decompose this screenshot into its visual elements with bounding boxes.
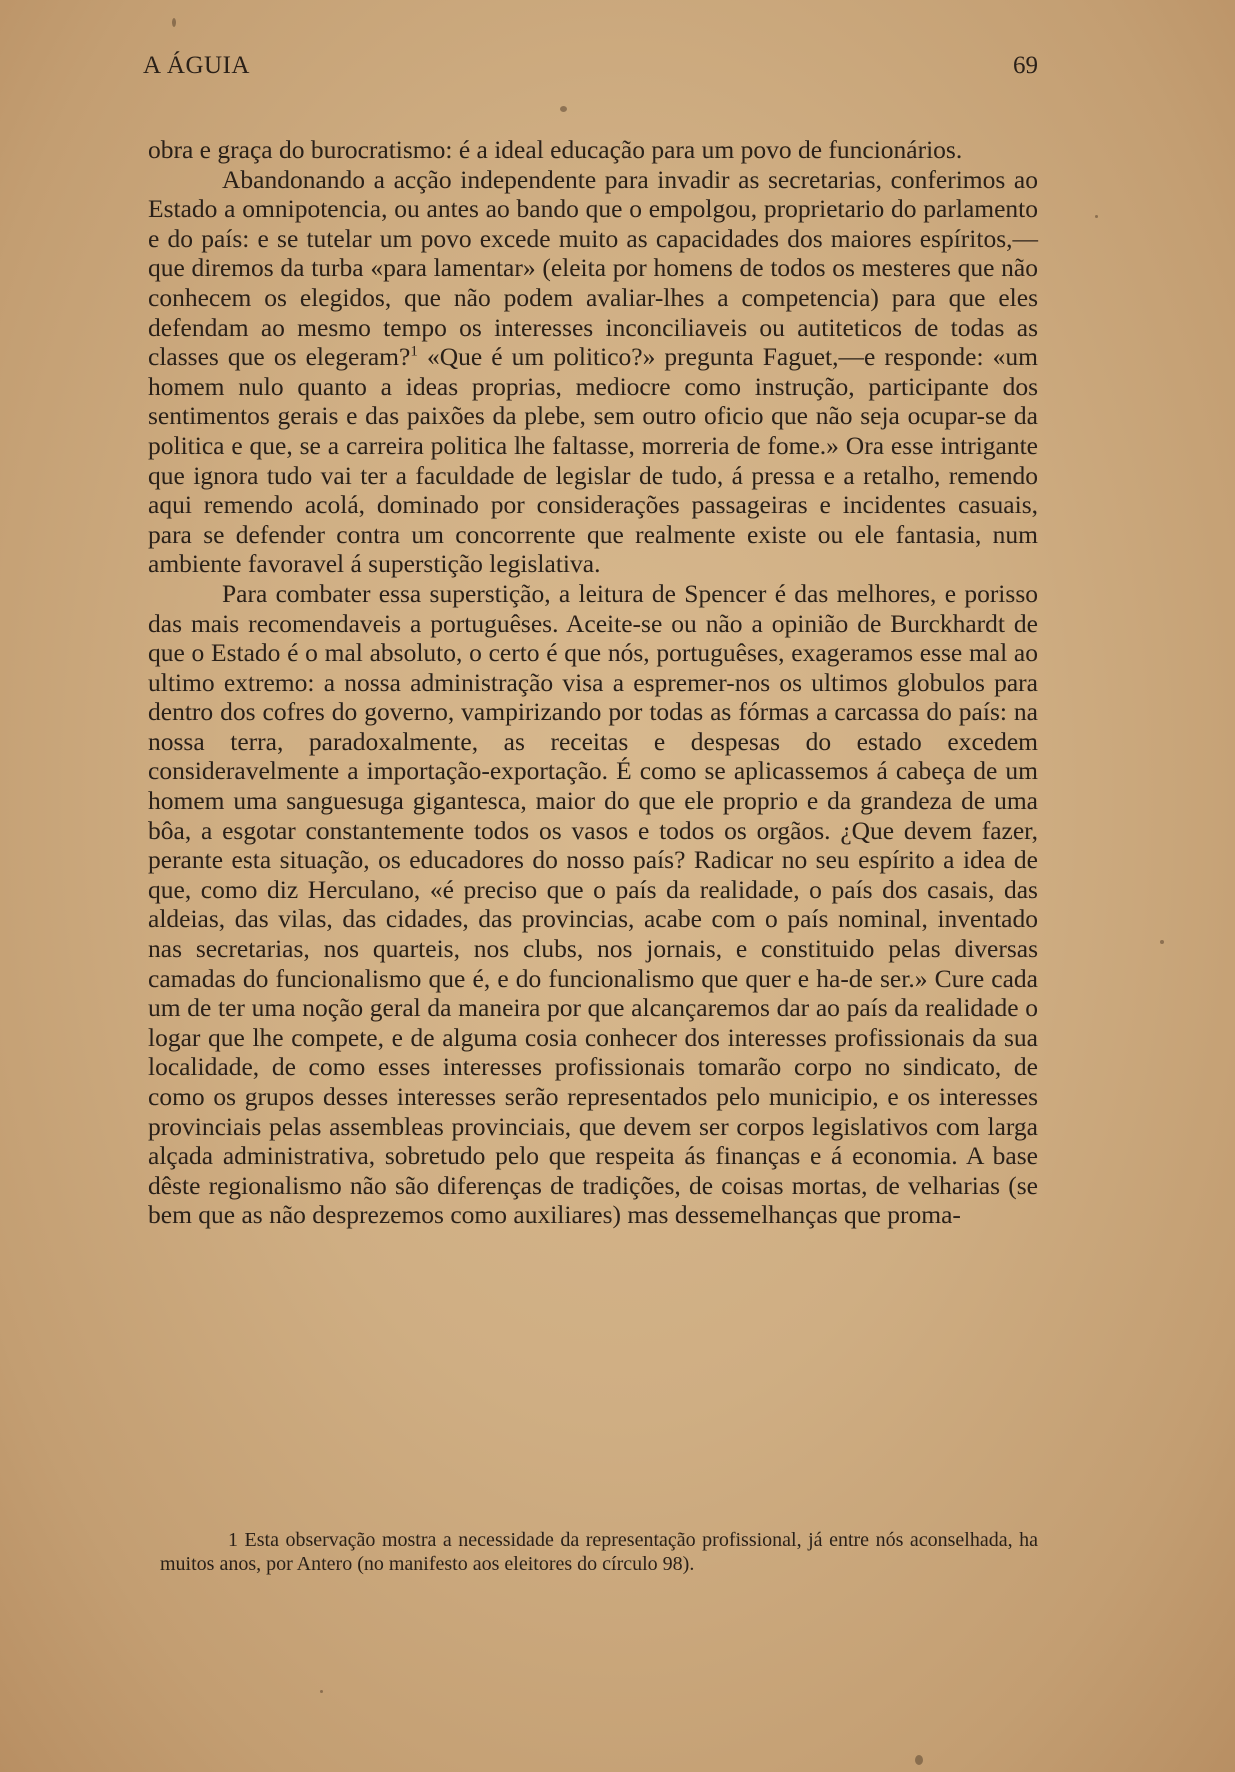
- page-number: 69: [1013, 52, 1038, 79]
- paragraph-1: obra e graça do burocratismo: é a ideal educação para um povo de funcionários.: [148, 135, 963, 164]
- paper-speck: [1095, 215, 1098, 218]
- footnote-reference: 1: [410, 343, 418, 360]
- paragraph-2-text-b: «Que é um politico?» pregunta Faguet,—e responde: «um homem nulo quanto a ideas proprias, mediocre como instrução, participante dos sentimentos gerais e das paixões da plebe, sem outro oficio que não seja ocupar-se da politica e que, se a carreira politica lhe faltasse, morreria de fome.» Ora esse intrigante que ignora tudo vai ter a faculdade de legislar de tudo, á pressa e a retalho, remendo aqui remendo acolá, dominado por considerações passageiras e incidentes casuais, para se defender contra um concorrente que realmente existe ou ele fantasia, num ambiente favoravel á superstição legislativa.: [148, 342, 1038, 579]
- paper-speck: [172, 18, 176, 27]
- paragraph-2-text-a: Abandonando a acção independente para invadir as secretarias, conferimos ao Estado a omnipotencia, ou antes ao bando que o empolgou, proprietario do parlamento e do país: e se tutelar um povo excede muito as capacidades dos maiores espíritos,—que diremos da turba «para lamentar» (eleita por homens de todos os mesteres que não conhecem os elegidos, que não podem avaliar-lhes a competencia) para que eles defendam ao mesmo tempo os interesses inconciliaveis ou autiteticos de todas as classes que os elegeram?: [148, 164, 1038, 372]
- footnote-marker: 1: [228, 1529, 238, 1551]
- paragraph-2: [148, 165, 1038, 579]
- body-text: [148, 135, 1038, 1230]
- paper-speck: [915, 1755, 923, 1765]
- paper-speck: [1160, 940, 1164, 944]
- paragraph-3: Para combater essa superstição, a leitura de Spencer é das melhores, e porisso das mais recomendaveis a portuguêses. Aceite-se ou não a opinião de Burckhardt de que o Estado é o mal absoluto, o certo é que nós, portuguêses, exageramos esse mal ao ultimo extremo: a nossa administração visa a espremer-nos os ultimos globulos para dentro dos cofres do governo, vampirizando por todas as fórmas a carcassa do país: na nossa terra, paradoxalmente, as receitas e despesas do estado excedem consideravelmente a importação-exportação. É como se aplicassemos á cabeça de um homem uma sanguesuga gigantesca, maior do que ele proprio e da grandeza de uma bôa, a esgotar constantemente todos os vasos e todos os orgãos. ¿Que devem fazer, perante esta situação, os educadores do nosso país? Radicar no seu espírito a idea de que, como diz Herculano, «é preciso que o país da realidade, o país dos casais, das aldeias, das vilas, das cidades, das provincias, acabe com o país nominal, inventado nas secretarias, nos quarteis, nos clubs, nos jornais, e constituido pelas diversas camadas do funcionalismo que é, e do funcionalismo que quer e ha-de ser.» Cure cada um de ter uma noção geral da maneira por que alcançaremos dar ao país da realidade o logar que lhe compete, e de alguma cosia conhecer dos interesses profissionais da sua localidade, de como esses interesses profissionais tomarão corpo no sindicato, de como os grupos desses interesses serão representados pelo municipio, e os interesses provinciais pelas assembleas provinciais, que devem ser corpos legislativos com larga alçada administrativa, sobretudo pelo que respeita ás finanças e á economia. A base dêste regionalismo não são diferenças de tradições, de coisas mortas, de velharias (se bem que as não desprezemos como auxiliares) mas dessemelhanças que proma-: [148, 578, 1038, 1230]
- footnote: [160, 1528, 1038, 1576]
- footnote-text: Esta observação mostra a necessidade da representação profissional, já entre nós aconselhada, ha muitos anos, por Antero (no manifesto aos eleitores do círculo 98).: [160, 1529, 1039, 1575]
- journal-title: A ÁGUIA: [143, 52, 250, 79]
- paper-speck: [560, 106, 567, 112]
- running-header: [143, 52, 1038, 86]
- paper-speck: [320, 1690, 323, 1693]
- footnote-paragraph: [160, 1528, 1038, 1576]
